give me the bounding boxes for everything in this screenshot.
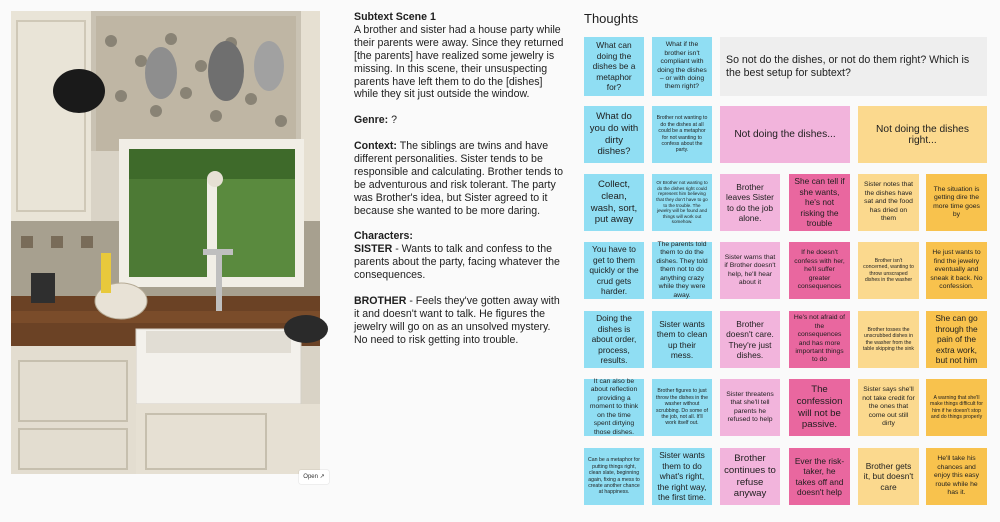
genre-line <box>354 114 564 127</box>
sticky-note[interactable]: The parents told them to do the dishes. They told them not to do anything crazy while they were away. <box>652 242 712 299</box>
sister-line <box>354 243 564 282</box>
sticky-note[interactable]: Doing the dishes is about order, process, results. <box>584 311 644 368</box>
sticky-note[interactable]: Brother isn't concerned, wanting to throw unscraped dishes in the washer <box>858 242 919 299</box>
sticky-note[interactable]: Sister wants them to do what's right, the right way, the first time. <box>652 448 712 505</box>
kitchen-image <box>11 11 320 474</box>
sticky-note[interactable]: It can also be about reflection providing a moment to think on the time spent dirtying those dishes. <box>584 379 644 436</box>
sticky-note[interactable]: Sister warns that if Brother doesn't help, he'll hear about it <box>720 242 780 299</box>
sticky-note[interactable]: Brother gets it, but doesn't care <box>858 448 919 505</box>
scene-description <box>354 11 564 359</box>
sticky-note[interactable]: You have to get to them quickly or the crud gets harder. <box>584 242 644 299</box>
sticky-note[interactable]: The confession will not be passive. <box>789 379 850 436</box>
sticky-note[interactable]: Sister wants them to clean up their mess. <box>652 311 712 368</box>
sticky-note[interactable]: Brother tosses the unscrubbed dishes in the washer from the table skipping the sink <box>858 311 919 368</box>
sticky-note[interactable]: He just wants to find the jewelry eventually and sneak it back. No confession. <box>926 242 987 299</box>
context-label: Context: <box>354 140 397 153</box>
sticky-note[interactable]: Brother continues to refuse anyway <box>720 448 780 505</box>
sticky-header-note[interactable]: So not do the dishes, or not do them right? Which is the best setup for subtext? <box>720 37 987 96</box>
sticky-note[interactable]: What if the brother isn't compliant with doing the dishes – or with doing them right? <box>652 37 712 96</box>
context-line <box>354 140 564 217</box>
context-value: The siblings are twins and have different personalities. Sister tends to be responsible and calculating. Brother tends to be adventurous and risk tolerant. The party was Brother's idea, but Sister agreed to it because she wanted to be more daring. <box>354 140 564 217</box>
sticky-note[interactable]: A warning that she'll make things difficult for him if he doesn't stop and do things properly <box>926 379 987 436</box>
sticky-note[interactable]: Brother doesn't care. They're just dishes. <box>720 311 780 368</box>
open-label: Open <box>303 474 318 480</box>
sticky-note[interactable]: He'll take his chances and enjoy this easy route while he has it. <box>926 448 987 505</box>
sticky-note[interactable]: Brother leaves Sister to do the job alone. <box>720 174 780 231</box>
sticky-note[interactable]: Ever the risk-taker, he takes off and doesn't help <box>789 448 850 505</box>
brother-value: - Feels they've gotten away with it and doesn't want to talk. He figures the jewelry will go on as an unsolved mystery. No need to risk getting into trouble. <box>354 294 560 346</box>
sticky-header-pink[interactable]: Not doing the dishes... <box>720 106 850 163</box>
external-link-icon: ↗ <box>319 474 325 480</box>
scene-title: Subtext Scene 1 <box>354 11 436 23</box>
sticky-note[interactable]: The situation is getting dire the more time goes by <box>926 174 987 231</box>
sticky-note[interactable]: She can go through the pain of the extra work, but not him <box>926 311 987 368</box>
sticky-note[interactable]: If he doesn't confess with her, he'll suffer greater consequences <box>789 242 850 299</box>
genre-label: Genre: <box>354 114 389 127</box>
thoughts-title: Thoughts <box>584 11 639 26</box>
open-image-button[interactable] <box>299 470 329 484</box>
sticky-note[interactable]: Sister threatens that she'll tell parents he refused to help <box>720 379 780 436</box>
kitchen-photo[interactable] <box>11 11 325 480</box>
characters-label: Characters: <box>354 230 413 243</box>
sticky-header-yellow[interactable]: Not doing the dishes right... <box>858 106 987 163</box>
genre-value: ? <box>388 114 397 127</box>
sticky-note[interactable]: Brother not wanting to do the dishes at all could be a metaphor for not wanting to confess about the party. <box>652 106 712 163</box>
sticky-note[interactable]: What can doing the dishes be a metaphor for? <box>584 37 644 96</box>
sticky-note[interactable]: She can tell if she wants, he's not risking the trouble <box>789 174 850 231</box>
brother-label: BROTHER <box>354 294 407 307</box>
sticky-note[interactable]: Sister notes that the dishes have sat and the food has dried on them <box>858 174 919 231</box>
sticky-note[interactable]: He's not afraid of the consequences and has more important things to do <box>789 311 850 368</box>
sticky-note[interactable]: Can be a metaphor for putting things right, clean slate, beginning again, fixing a mess to create another chance at happiness. <box>584 448 644 505</box>
sticky-note[interactable]: Brother figures to just throw the dishes in the washer without scrubbing. Do some of the job, not all. It'll work itself out. <box>652 379 712 436</box>
sister-value: - Wants to talk and confess to the parents about the party, facing whatever the consequences. <box>354 243 560 282</box>
sticky-note[interactable]: What do you do with dirty dishes? <box>584 106 644 163</box>
sister-label: SISTER <box>354 243 393 256</box>
sticky-note[interactable]: Collect, clean, wash, sort, put away <box>584 174 644 231</box>
sticky-note[interactable]: Or Brother not wanting to do the dishes right could represent him believing that they don't have to go to the trouble. The jewelry will be found and things will work out somehow. <box>652 174 712 231</box>
sticky-note[interactable]: Sister says she'll not take credit for the ones that come out still dirty <box>858 379 919 436</box>
scene-intro: A brother and sister had a house party while their parents were away. Since they returned [the parents] have realized some jewelry is missing. In this scene, their unsuspecting parents have left them to do the [dishes] while they sit just outside the window. <box>354 23 564 101</box>
brother-line <box>354 295 564 347</box>
